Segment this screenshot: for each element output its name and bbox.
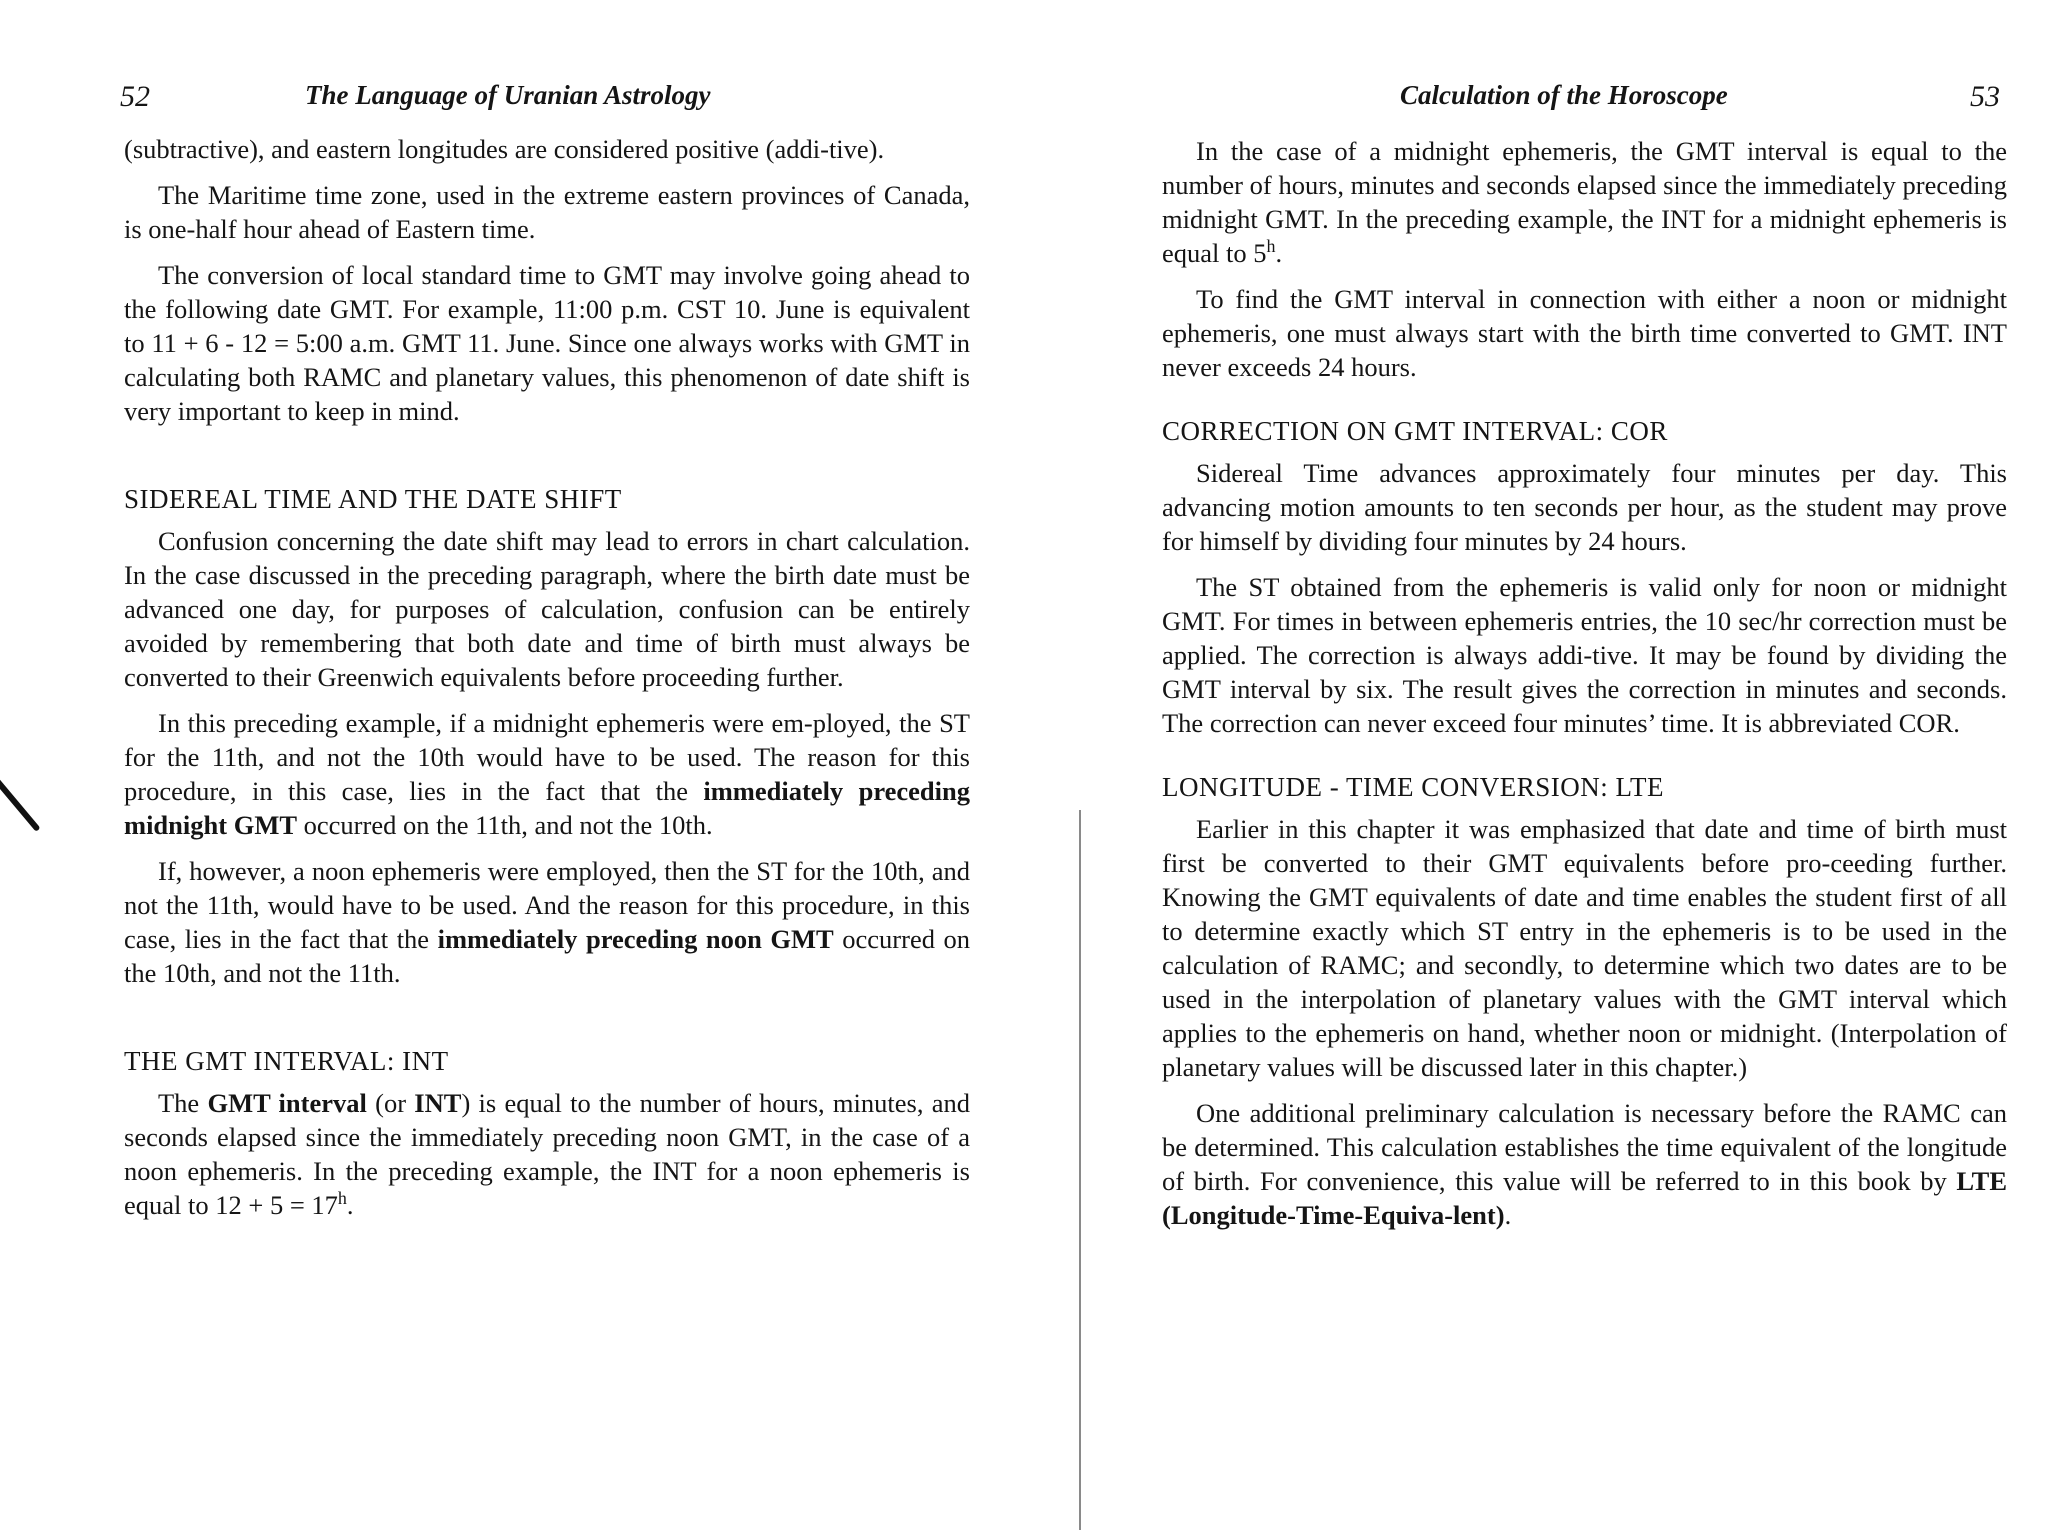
paragraph: Earlier in this chapter it was emphasized that date and time of birth must first be converted to their GMT equivalents before pro-ceeding further. Knowing the GMT equivalents of date and time enables the student first of all to determine exactly which ST entry in the ephemeris is to be used in the calculation of RAMC; and secondly, to determine which two dates are to be used in the interpolation of planetary values with the GMT interval which applies to the ephemeris on hand, whether noon or midnight. (Interpolation of planetary values will be discussed later in this chapter.) (1162, 814, 2007, 1082)
bold-term: INT (414, 1088, 462, 1118)
paragraph: To find the GMT interval in connection with either a noon or midnight ephemeris, one must always start with the birth time converted to GMT. INT never exceeds 24 hours. (1162, 284, 2007, 382)
section-heading: LONGITUDE - TIME CONVERSION: LTE (1162, 772, 1664, 802)
bold-term: immediately preceding midnight GMT (124, 776, 970, 840)
paragraph: The Maritime time zone, used in the extreme eastern provinces of Canada, is one-half hour ahead of Eastern time. (124, 180, 970, 244)
superscript: h (1266, 236, 1276, 257)
paragraph: Sidereal Time advances approximately four minutes per day. This advancing motion amounts to ten seconds per hour, as the student may prove for himself by dividing four minutes by 24 hours. (1162, 458, 2007, 556)
right-page (1020, 0, 2048, 1522)
page-number: 53 (1970, 80, 2000, 113)
paragraph: One additional preliminary calculation is necessary before the RAMC can be determined. This calculation establishes the time equivalent of the longitude of birth. For convenience, this value will be referred to in this book by LTE (Longitude-Time-Equiva-lent). (1162, 1098, 2007, 1230)
running-head: The Language of Uranian Astrology (305, 80, 711, 110)
paragraph: Confusion concerning the date shift may lead to errors in chart calculation. In the case discussed in the preceding paragraph, where the birth date must be advanced one day, for purposes of calculation, confusion can be entirely avoided by remembering that both date and time of birth must always be converted to their Greenwich equivalents before proceeding further. (124, 526, 970, 692)
paragraph: In the case of a midnight ephemeris, the GMT interval is equal to the number of hours, minutes and seconds elapsed since the immediately preceding midnight GMT. In the preceding example, the INT for a midnight ephemeris is equal to 5$^h$. (1162, 136, 2007, 268)
right-page-body (1162, 134, 2007, 1244)
paragraph: The GMT interval (or INT) is equal to the number of hours, minutes, and seconds elapsed since the immediately preceding noon GMT, in the case of a noon ephemeris. In the preceding example, the INT for a noon ephemeris is equal to $12 + 5 = 17^h$. (124, 1088, 970, 1220)
page-number: 52 (120, 80, 150, 113)
paragraph: (subtractive), and eastern longitudes are considered positive (addi-tive). (124, 134, 885, 164)
paragraph: The ST obtained from the ephemeris is valid only for noon or midnight GMT. For times in between ephemeris entries, the 10 sec/hr correction must be applied. The correction is always addi-tive. It may be found by dividing the GMT interval by six. The result gives the correction in minutes and seconds. The correction can never exceed four minutes’ time. It is abbreviated COR. (1162, 572, 2007, 738)
section-heading: CORRECTION ON GMT INTERVAL: COR (1162, 416, 1668, 446)
running-head: Calculation of the Horoscope (1400, 80, 1728, 110)
section-heading: THE GMT INTERVAL: INT (124, 1046, 449, 1076)
bold-term: LTE (Longitude-Time-Equiva-lent) (1162, 1166, 2007, 1230)
left-page-body (124, 132, 970, 1234)
superscript: h (337, 1188, 347, 1209)
paragraph: If, however, a noon ephemeris were employed, then the ST for the 10th, and not the 11th, would have to be used. And the reason for this procedure, in this case, lies in the fact that the immediately preceding noon GMT occurred on the 10th, and not the 11th. (124, 856, 970, 988)
left-page (0, 0, 1020, 1522)
paragraph: In this preceding example, if a midnight ephemeris were em-ployed, the ST for the 11th, and not the 10th would have to be used. The reason for this procedure, in this case, lies in the fact that the immediately preceding midnight GMT occurred on the 11th, and not the 10th. (124, 708, 970, 840)
section-heading: SIDEREAL TIME AND THE DATE SHIFT (124, 484, 622, 514)
bold-term: GMT interval (207, 1088, 367, 1118)
paragraph: The conversion of local standard time to GMT may involve going ahead to the following date GMT. For example, 11:00 p.m. CST 10. June is equivalent to 11 + 6 - 12 = 5:00 a.m. GMT 11. June. Since one always works with GMT in calculating both RAMC and planetary values, this phenomenon of date shift is very important to keep in mind. (124, 260, 970, 426)
bold-term: immediately preceding noon GMT (437, 924, 834, 954)
